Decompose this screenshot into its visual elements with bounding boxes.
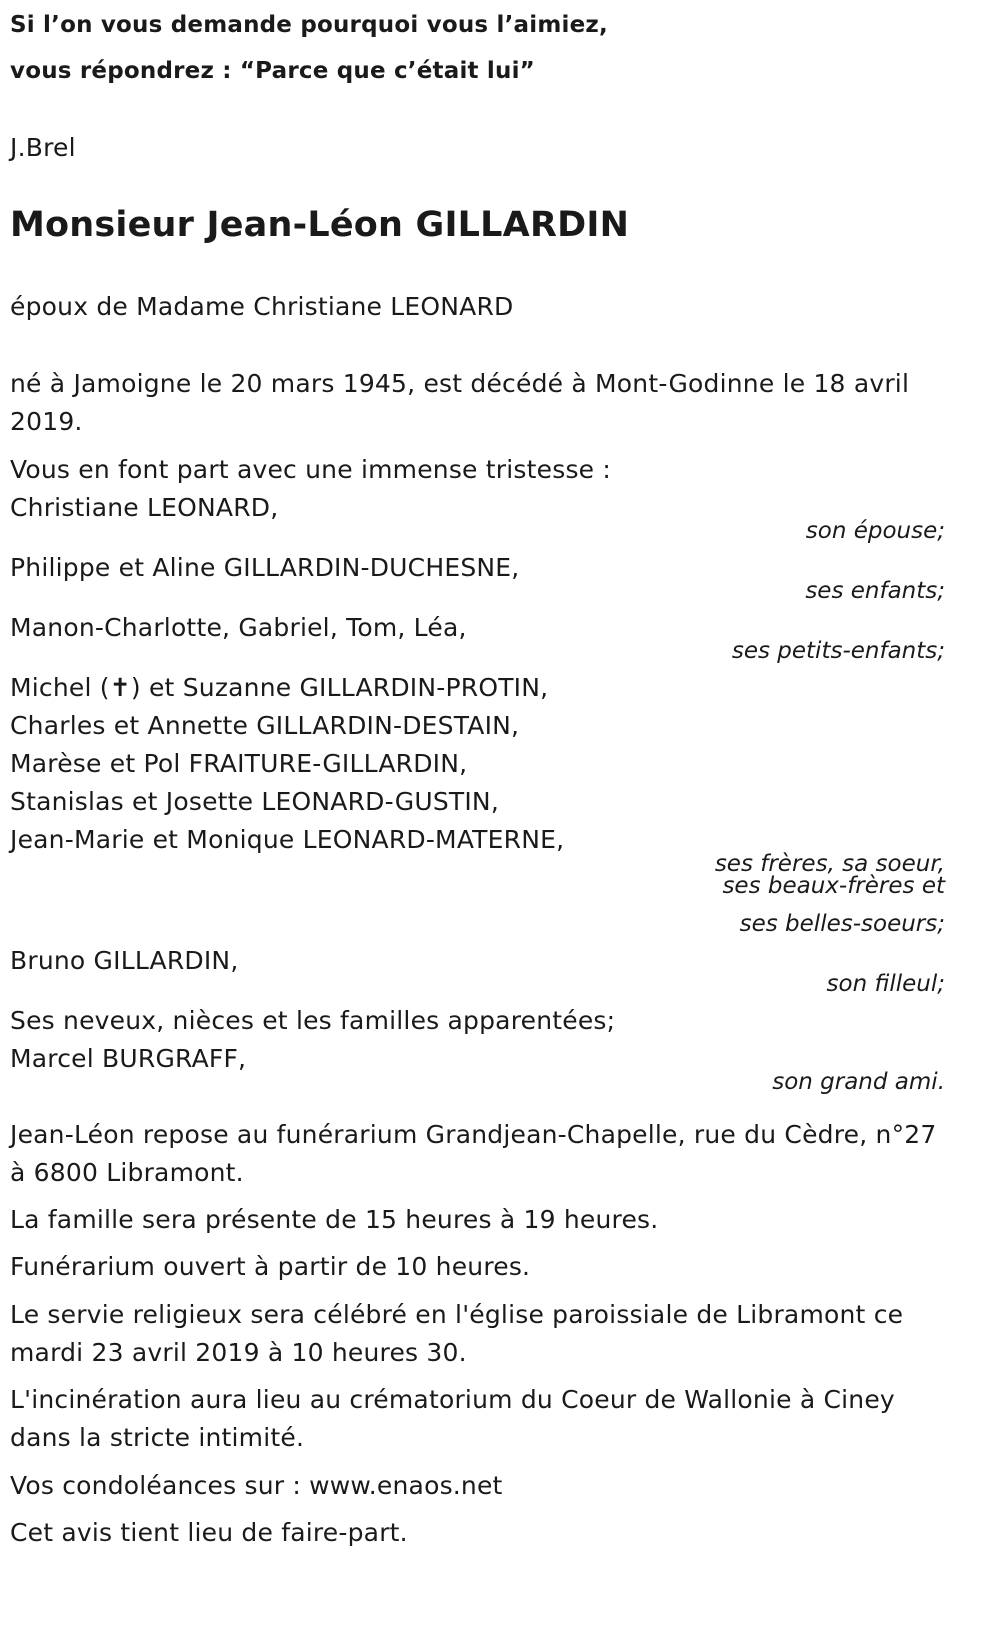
service-line-1: Le servie religieux sera célébré en l'église paroissiale de Libramont ce (10, 1300, 904, 1329)
condolences-line: Vos condoléances sur : www.enaos.net (10, 1471, 503, 1500)
family-name: Jean-Marie et Monique LEONARD-MATERNE, (10, 825, 565, 854)
family-name: Christiane LEONARD, (10, 493, 279, 522)
family-name: Marcel BURGRAFF, (10, 1044, 247, 1073)
quote-author: J.Brel (10, 133, 76, 162)
family-name: Marèse et Pol FRAITURE-GILLARDIN, (10, 749, 468, 778)
family-present-line: La famille sera présente de 15 heures à 19 heures. (10, 1205, 659, 1234)
service-line-2: mardi 23 avril 2019 à 10 heures 30. (10, 1338, 467, 1367)
notice-line: Cet avis tient lieu de faire-part. (10, 1518, 408, 1547)
family-relation: son grand ami. (772, 1069, 945, 1095)
cremation-line-2: dans la stricte intimité. (10, 1423, 305, 1452)
family-name: Stanislas et Josette LEONARD-GUSTIN, (10, 787, 499, 816)
family-relation: ses enfants; (805, 578, 945, 604)
quote-line-2: vous répondrez : “Parce que c’était lui” (10, 58, 535, 84)
family-name: Ses neveux, nièces et les familles apparentées; (10, 1006, 616, 1035)
family-name: Charles et Annette GILLARDIN-DESTAIN, (10, 711, 520, 740)
page-title: Monsieur Jean-Léon GILLARDIN (10, 205, 630, 245)
family-name: Manon-Charlotte, Gabriel, Tom, Léa, (10, 613, 467, 642)
birth-death-line-1: né à Jamoigne le 20 mars 1945, est décédé à Mont-Godinne le 18 avril (10, 369, 910, 398)
intro-line: Vous en font part avec une immense tristesse : (10, 455, 612, 484)
repose-line-2: à 6800 Libramont. (10, 1158, 244, 1187)
family-relation: son épouse; (805, 518, 945, 544)
quote-line-1: Si l’on vous demande pourquoi vous l’aimiez, (10, 12, 608, 38)
family-name: Bruno GILLARDIN, (10, 946, 239, 975)
spouse-line: époux de Madame Christiane LEONARD (10, 292, 514, 321)
family-relation: ses beaux-frères et (722, 873, 945, 899)
funerarium-open-line: Funérarium ouvert à partir de 10 heures. (10, 1252, 531, 1281)
family-relation: son filleul; (826, 971, 945, 997)
family-relation: ses petits-enfants; (731, 638, 945, 664)
repose-line-1: Jean-Léon repose au funérarium Grandjean-Chapelle, rue du Cèdre, n°27 (10, 1120, 937, 1149)
birth-death-line-2: 2019. (10, 407, 83, 436)
family-relation: ses belles-soeurs; (739, 911, 945, 937)
cremation-line-1: L'incinération aura lieu au crématorium du Coeur de Wallonie à Ciney (10, 1385, 895, 1414)
family-name: Michel (✝) et Suzanne GILLARDIN-PROTIN, (10, 673, 549, 702)
family-name: Philippe et Aline GILLARDIN-DUCHESNE, (10, 553, 520, 582)
family-relation: ses frères, sa soeur, (714, 851, 945, 877)
